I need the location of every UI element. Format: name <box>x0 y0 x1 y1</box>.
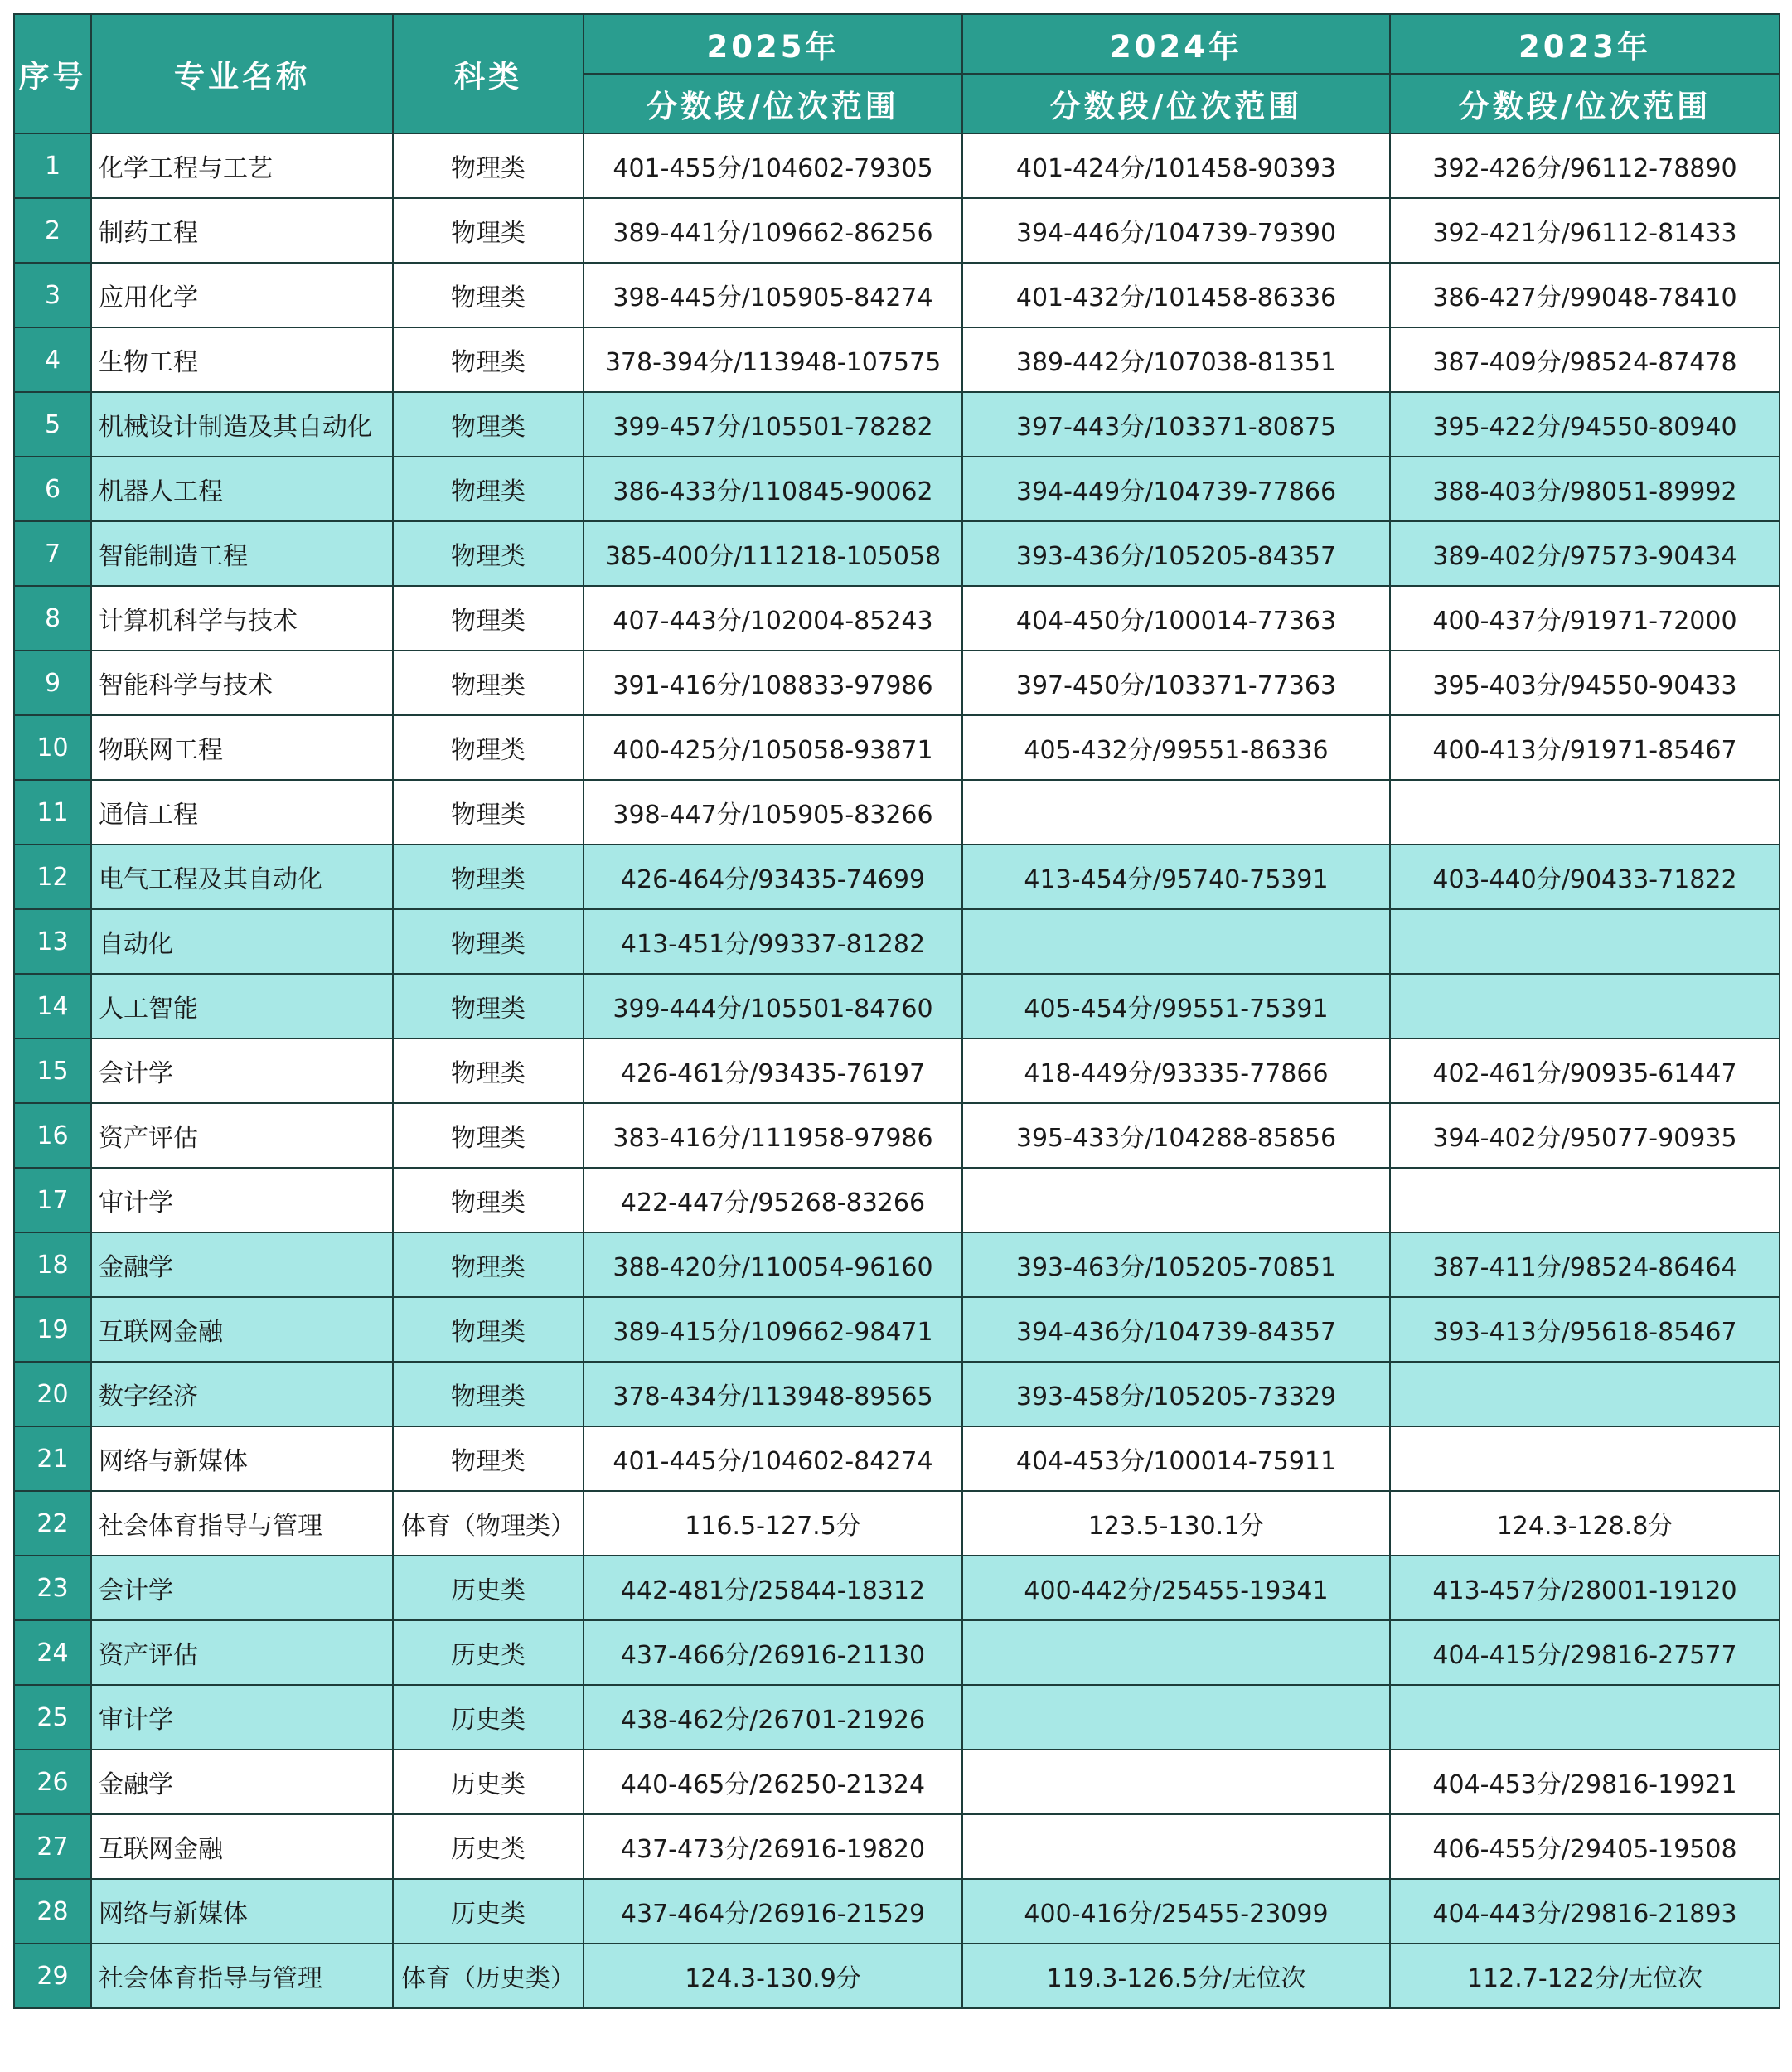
table-row <box>14 1491 1780 1556</box>
major-name: 通信工程 <box>91 780 393 845</box>
category: 物理类 <box>393 521 584 586</box>
table-row <box>14 1103 1780 1168</box>
score-2023: 404-415分/29816-27577 <box>1390 1620 1780 1685</box>
score-2024: 123.5-130.1分 <box>962 1491 1390 1556</box>
score-2025: 442-481分/25844-18312 <box>584 1556 962 1620</box>
row-index: 23 <box>14 1556 91 1620</box>
table-row <box>14 521 1780 586</box>
table-row <box>14 780 1780 845</box>
score-2023: 386-427分/99048-78410 <box>1390 263 1780 327</box>
row-index: 9 <box>14 651 91 715</box>
score-2025: 383-416分/111958-97986 <box>584 1103 962 1168</box>
score-2023 <box>1390 909 1780 974</box>
score-2024: 413-454分/95740-75391 <box>962 845 1390 909</box>
score-2025: 398-445分/105905-84274 <box>584 263 962 327</box>
score-2024 <box>962 1620 1390 1685</box>
score-2023: 394-402分/95077-90935 <box>1390 1103 1780 1168</box>
score-2023: 393-413分/95618-85467 <box>1390 1297 1780 1362</box>
row-index: 28 <box>14 1879 91 1944</box>
major-name: 资产评估 <box>91 1103 393 1168</box>
score-2025: 401-445分/104602-84274 <box>584 1426 962 1491</box>
score-2023: 404-453分/29816-19921 <box>1390 1750 1780 1814</box>
score-2025: 401-455分/104602-79305 <box>584 133 962 198</box>
score-2023: 400-413分/91971-85467 <box>1390 715 1780 780</box>
score-2023: 406-455分/29405-19508 <box>1390 1814 1780 1879</box>
score-2023: 404-443分/29816-21893 <box>1390 1879 1780 1944</box>
major-name: 会计学 <box>91 1556 393 1620</box>
score-2025: 116.5-127.5分 <box>584 1491 962 1556</box>
major-name: 会计学 <box>91 1038 393 1103</box>
major-name: 金融学 <box>91 1750 393 1814</box>
category: 历史类 <box>393 1556 584 1620</box>
score-2024: 401-424分/101458-90393 <box>962 133 1390 198</box>
row-index: 3 <box>14 263 91 327</box>
score-2025: 437-473分/26916-19820 <box>584 1814 962 1879</box>
major-name: 互联网金融 <box>91 1814 393 1879</box>
table-row <box>14 909 1780 974</box>
row-index: 24 <box>14 1620 91 1685</box>
category: 物理类 <box>393 1362 584 1426</box>
table-row <box>14 1297 1780 1362</box>
score-2023: 392-421分/96112-81433 <box>1390 198 1780 263</box>
score-2025: 378-394分/113948-107575 <box>584 327 962 392</box>
score-2024: 400-416分/25455-23099 <box>962 1879 1390 1944</box>
score-2025: 391-416分/108833-97986 <box>584 651 962 715</box>
header-sub-2024: 分数段/位次范围 <box>962 74 1390 133</box>
table-row <box>14 1168 1780 1232</box>
score-2024: 401-432分/101458-86336 <box>962 263 1390 327</box>
score-2023 <box>1390 780 1780 845</box>
major-name: 机器人工程 <box>91 457 393 521</box>
score-2023: 392-426分/96112-78890 <box>1390 133 1780 198</box>
table-row <box>14 974 1780 1038</box>
category: 物理类 <box>393 909 584 974</box>
category: 历史类 <box>393 1879 584 1944</box>
score-2023: 400-437分/91971-72000 <box>1390 586 1780 651</box>
row-index: 11 <box>14 780 91 845</box>
category: 物理类 <box>393 586 584 651</box>
score-2024: 404-450分/100014-77363 <box>962 586 1390 651</box>
major-name: 审计学 <box>91 1685 393 1750</box>
table-row <box>14 1620 1780 1685</box>
category: 历史类 <box>393 1750 584 1814</box>
major-name: 计算机科学与技术 <box>91 586 393 651</box>
score-2025: 407-443分/102004-85243 <box>584 586 962 651</box>
row-index: 22 <box>14 1491 91 1556</box>
major-name: 智能科学与技术 <box>91 651 393 715</box>
score-2025: 399-457分/105501-78282 <box>584 392 962 457</box>
score-2023: 395-403分/94550-90433 <box>1390 651 1780 715</box>
row-index: 15 <box>14 1038 91 1103</box>
major-name: 物联网工程 <box>91 715 393 780</box>
row-index: 19 <box>14 1297 91 1362</box>
header-category: 科类 <box>393 14 584 133</box>
score-2025: 413-451分/99337-81282 <box>584 909 962 974</box>
score-2023: 395-422分/94550-80940 <box>1390 392 1780 457</box>
score-2023: 403-440分/90433-71822 <box>1390 845 1780 909</box>
score-2025: 426-464分/93435-74699 <box>584 845 962 909</box>
major-name: 审计学 <box>91 1168 393 1232</box>
score-2024: 394-436分/104739-84357 <box>962 1297 1390 1362</box>
table-row <box>14 1879 1780 1944</box>
score-2024: 119.3-126.5分/无位次 <box>962 1944 1390 2008</box>
score-2025: 440-465分/26250-21324 <box>584 1750 962 1814</box>
table-row <box>14 845 1780 909</box>
score-2025: 398-447分/105905-83266 <box>584 780 962 845</box>
header-year-2024: 2024年 <box>962 14 1390 74</box>
score-2023 <box>1390 974 1780 1038</box>
major-name: 网络与新媒体 <box>91 1426 393 1491</box>
major-name: 自动化 <box>91 909 393 974</box>
header-major: 专业名称 <box>91 14 393 133</box>
table-row <box>14 1944 1780 2008</box>
score-2024: 400-442分/25455-19341 <box>962 1556 1390 1620</box>
score-2023: 387-411分/98524-86464 <box>1390 1232 1780 1297</box>
table-body <box>14 133 1780 2008</box>
score-2023: 388-403分/98051-89992 <box>1390 457 1780 521</box>
major-name: 化学工程与工艺 <box>91 133 393 198</box>
score-2023 <box>1390 1362 1780 1426</box>
table-row <box>14 1362 1780 1426</box>
row-index: 20 <box>14 1362 91 1426</box>
score-2023: 387-409分/98524-87478 <box>1390 327 1780 392</box>
score-2024: 405-454分/99551-75391 <box>962 974 1390 1038</box>
major-name: 数字经济 <box>91 1362 393 1426</box>
category: 物理类 <box>393 845 584 909</box>
major-name: 应用化学 <box>91 263 393 327</box>
category: 物理类 <box>393 1426 584 1491</box>
table-row <box>14 457 1780 521</box>
category: 物理类 <box>393 198 584 263</box>
header-year-2023: 2023年 <box>1390 14 1780 74</box>
score-2023: 112.7-122分/无位次 <box>1390 1944 1780 2008</box>
category: 物理类 <box>393 1232 584 1297</box>
score-2024 <box>962 1750 1390 1814</box>
score-2024: 405-432分/99551-86336 <box>962 715 1390 780</box>
score-2023: 124.3-128.8分 <box>1390 1491 1780 1556</box>
score-2025: 378-434分/113948-89565 <box>584 1362 962 1426</box>
score-2025: 389-415分/109662-98471 <box>584 1297 962 1362</box>
major-name: 智能制造工程 <box>91 521 393 586</box>
row-index: 29 <box>14 1944 91 2008</box>
row-index: 10 <box>14 715 91 780</box>
row-index: 1 <box>14 133 91 198</box>
category: 物理类 <box>393 1103 584 1168</box>
table-row <box>14 327 1780 392</box>
score-2024: 395-433分/104288-85856 <box>962 1103 1390 1168</box>
row-index: 13 <box>14 909 91 974</box>
score-2024 <box>962 1685 1390 1750</box>
table-row <box>14 263 1780 327</box>
row-index: 7 <box>14 521 91 586</box>
score-2025: 426-461分/93435-76197 <box>584 1038 962 1103</box>
category: 物理类 <box>393 392 584 457</box>
table-row <box>14 198 1780 263</box>
score-2023 <box>1390 1168 1780 1232</box>
category: 体育（物理类） <box>393 1491 584 1556</box>
header-year-2025: 2025年 <box>584 14 962 74</box>
score-2024: 418-449分/93335-77866 <box>962 1038 1390 1103</box>
table-row <box>14 1814 1780 1879</box>
row-index: 4 <box>14 327 91 392</box>
category: 体育（历史类） <box>393 1944 584 2008</box>
score-2023: 389-402分/97573-90434 <box>1390 521 1780 586</box>
major-name: 制药工程 <box>91 198 393 263</box>
row-index: 5 <box>14 392 91 457</box>
score-2025: 437-464分/26916-21529 <box>584 1879 962 1944</box>
major-name: 生物工程 <box>91 327 393 392</box>
score-2024 <box>962 780 1390 845</box>
score-2025: 385-400分/111218-105058 <box>584 521 962 586</box>
score-2024: 404-453分/100014-75911 <box>962 1426 1390 1491</box>
score-2023 <box>1390 1685 1780 1750</box>
header-sub-2025: 分数段/位次范围 <box>584 74 962 133</box>
score-table-container <box>13 13 1779 2009</box>
score-2024: 397-450分/103371-77363 <box>962 651 1390 715</box>
category: 物理类 <box>393 1297 584 1362</box>
score-2023 <box>1390 1426 1780 1491</box>
score-2023: 402-461分/90935-61447 <box>1390 1038 1780 1103</box>
score-2024: 393-436分/105205-84357 <box>962 521 1390 586</box>
row-index: 12 <box>14 845 91 909</box>
header-sub-2023: 分数段/位次范围 <box>1390 74 1780 133</box>
table-row <box>14 133 1780 198</box>
table-row <box>14 1685 1780 1750</box>
score-2024: 394-446分/104739-79390 <box>962 198 1390 263</box>
row-index: 21 <box>14 1426 91 1491</box>
row-index: 16 <box>14 1103 91 1168</box>
header-index: 序号 <box>14 14 91 133</box>
score-2024 <box>962 1168 1390 1232</box>
row-index: 25 <box>14 1685 91 1750</box>
score-2024: 394-449分/104739-77866 <box>962 457 1390 521</box>
category: 物理类 <box>393 327 584 392</box>
major-name: 互联网金融 <box>91 1297 393 1362</box>
major-name: 社会体育指导与管理 <box>91 1944 393 2008</box>
score-2024: 393-463分/105205-70851 <box>962 1232 1390 1297</box>
row-index: 26 <box>14 1750 91 1814</box>
table-row <box>14 1750 1780 1814</box>
table-row <box>14 715 1780 780</box>
major-name: 金融学 <box>91 1232 393 1297</box>
score-2025: 389-441分/109662-86256 <box>584 198 962 263</box>
table-row <box>14 586 1780 651</box>
category: 历史类 <box>393 1685 584 1750</box>
table-row <box>14 651 1780 715</box>
score-2023: 413-457分/28001-19120 <box>1390 1556 1780 1620</box>
major-name: 人工智能 <box>91 974 393 1038</box>
table-row <box>14 1038 1780 1103</box>
score-2024 <box>962 909 1390 974</box>
table-row <box>14 1232 1780 1297</box>
table-row <box>14 392 1780 457</box>
score-2025: 400-425分/105058-93871 <box>584 715 962 780</box>
category: 物理类 <box>393 780 584 845</box>
category: 物理类 <box>393 133 584 198</box>
row-index: 17 <box>14 1168 91 1232</box>
score-2025: 124.3-130.9分 <box>584 1944 962 2008</box>
category: 历史类 <box>393 1814 584 1879</box>
table-row <box>14 1426 1780 1491</box>
score-2024: 389-442分/107038-81351 <box>962 327 1390 392</box>
category: 物理类 <box>393 263 584 327</box>
row-index: 27 <box>14 1814 91 1879</box>
score-2024: 397-443分/103371-80875 <box>962 392 1390 457</box>
category: 历史类 <box>393 1620 584 1685</box>
category: 物理类 <box>393 1168 584 1232</box>
score-2025: 399-444分/105501-84760 <box>584 974 962 1038</box>
score-2025: 422-447分/95268-83266 <box>584 1168 962 1232</box>
major-name: 电气工程及其自动化 <box>91 845 393 909</box>
major-name: 网络与新媒体 <box>91 1879 393 1944</box>
score-table <box>13 13 1780 2009</box>
major-name: 机械设计制造及其自动化 <box>91 392 393 457</box>
table-header <box>14 14 1780 133</box>
score-2025: 438-462分/26701-21926 <box>584 1685 962 1750</box>
score-2025: 388-420分/110054-96160 <box>584 1232 962 1297</box>
category: 物理类 <box>393 457 584 521</box>
row-index: 18 <box>14 1232 91 1297</box>
major-name: 社会体育指导与管理 <box>91 1491 393 1556</box>
category: 物理类 <box>393 1038 584 1103</box>
row-index: 2 <box>14 198 91 263</box>
row-index: 8 <box>14 586 91 651</box>
score-2024 <box>962 1814 1390 1879</box>
score-2024: 393-458分/105205-73329 <box>962 1362 1390 1426</box>
major-name: 资产评估 <box>91 1620 393 1685</box>
category: 物理类 <box>393 651 584 715</box>
score-2025: 386-433分/110845-90062 <box>584 457 962 521</box>
row-index: 6 <box>14 457 91 521</box>
row-index: 14 <box>14 974 91 1038</box>
score-2025: 437-466分/26916-21130 <box>584 1620 962 1685</box>
table-row <box>14 1556 1780 1620</box>
category: 物理类 <box>393 974 584 1038</box>
category: 物理类 <box>393 715 584 780</box>
